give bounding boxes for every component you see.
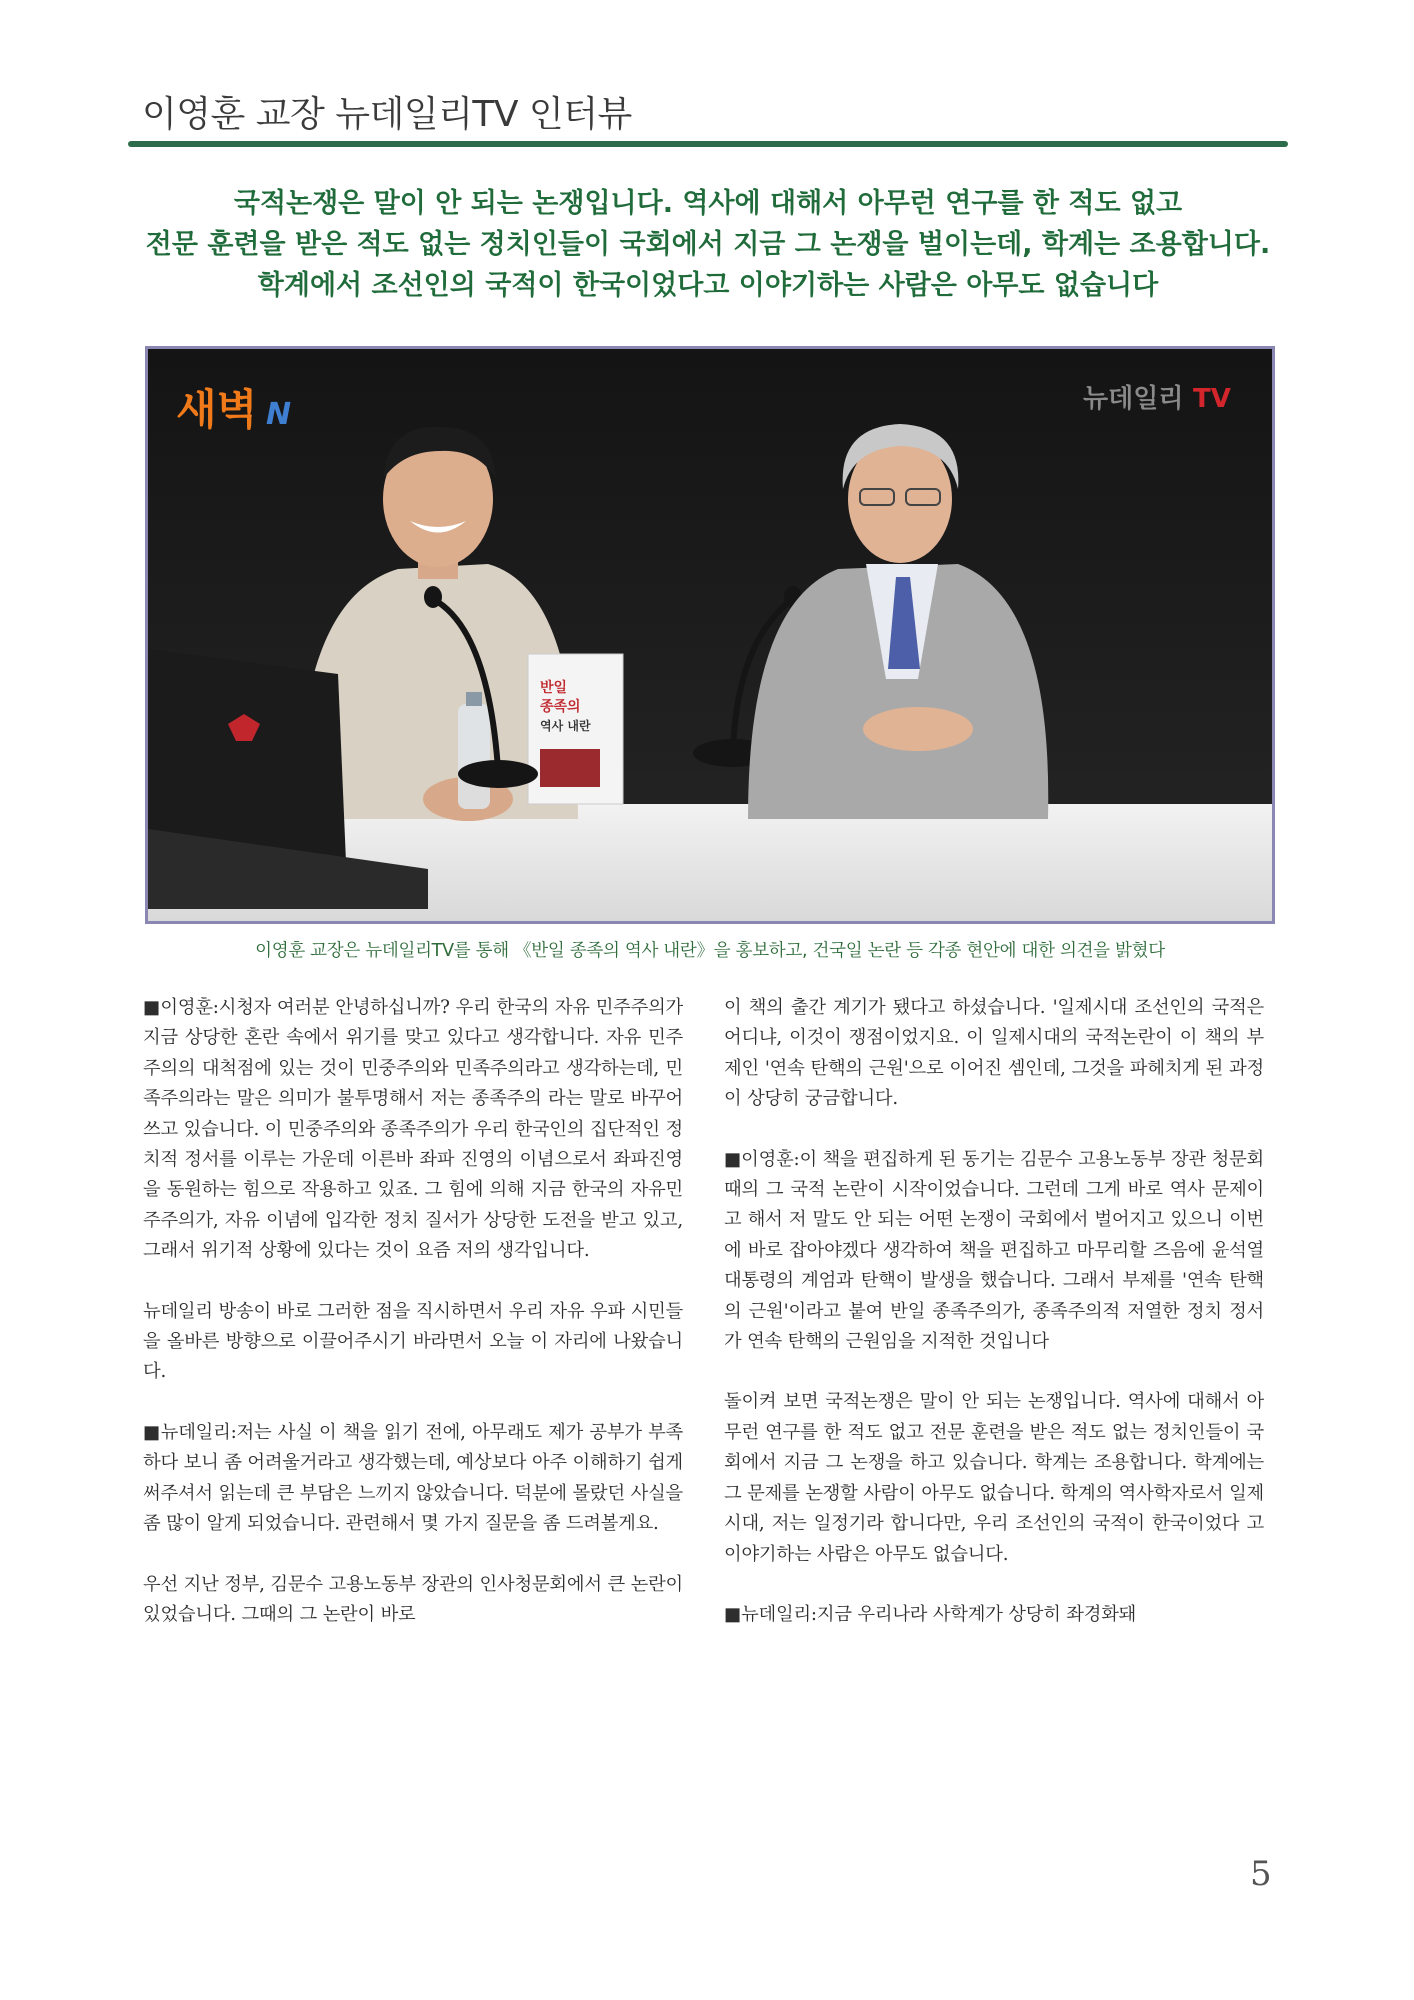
paragraph: 우선 지난 정부, 김문수 고용노동부 장관의 인사청문회에서 큰 논란이 있었습니다. 그때의 그 논란이 바로 [143, 1573, 683, 1625]
headline-line-1: 국적논쟁은 말이 안 되는 논쟁입니다. 역사에 대해서 아무런 연구를 한 적도 없고 [233, 188, 1183, 219]
newdaily-tv-logo [1083, 383, 1231, 414]
paragraph: 돌이켜 보면 국적논쟁은 말이 안 되는 논쟁입니다. 역사에 대해서 아무런 연구를 한 적도 없고 전문 훈련을 받은 적도 없는 정치인들이 국회에서 지금 그 논쟁을 하고 있습니다. 학계는 조용합니다. 학계에는 그 문제를 논쟁할 사람이 아무도 없습니다. 학계의 역사학자로서 일제 시대, 저는 일정기라 합니다만, 우리 조선인의 국적이 한국이었다 고 이야기하는 사람은 아무도 없습니다. [724, 1391, 1264, 1565]
headline-line-2: 전문 훈련을 받은 적도 없는 정치인들이 국회에서 지금 그 논쟁을 벌이는데, 학계는 조용합니다. [145, 229, 1271, 260]
headline-line-3: 학계에서 조선인의 국적이 한국이었다고 이야기하는 사람은 아무도 없습니다 [257, 270, 1159, 301]
water-bottle [458, 692, 490, 809]
svg-text:역사 내란: 역사 내란 [540, 719, 591, 733]
article-left-column [143, 993, 683, 1660]
svg-text:새벽: 새벽 [176, 385, 258, 434]
saebyeok-logo-n: N [266, 397, 292, 432]
header-divider [128, 141, 1288, 147]
paragraph: ■이영훈:시청자 여러분 안녕하십니까? 우리 한국의 자유 민주주의가 지금 상당한 혼란 속에서 위기를 맞고 있다고 생각합니다. 자유 민주주의의 대척점에 있는 것이 민중주의와 민족주의라고 생각하는데, 민족주의라는 말은 의미가 불투명해서 저는 종족주의 라는 말로 바꾸어 쓰고 있습니다. 이 민중주의와 종족주의가 우리 한국인의 집단적인 정치적 정서를 이루는 가운데 이른바 좌파 진영의 이념으로서 좌파진영을 동원하는 힘으로 작용하고 있죠. 그 힘에 의해 지금 한국의 자유민주주의가, 자유 이념에 입각한 정치 질서가 상당한 도전을 받고 있고, 그래서 위기적 상황에 있다는 것이 요즘 저의 생각입니다. [143, 997, 683, 1262]
page-header-title: 이영훈 교장 뉴데일리TV 인터뷰 [142, 94, 632, 135]
svg-text:종족의: 종족의 [540, 699, 581, 715]
paragraph: 뉴데일리 방송이 바로 그러한 점을 직시하면서 우리 자유 우파 시민들을 올바른 방향으로 이끌어주시기 바라면서 오늘 이 자리에 나왔습니다. [143, 1300, 683, 1383]
interview-photo-illustration [148, 349, 1272, 921]
article-right-column [724, 993, 1264, 1660]
pull-quote-headline [128, 183, 1288, 306]
svg-text:TV: TV [1193, 384, 1231, 414]
paragraph: ■뉴데일리:저는 사실 이 책을 읽기 전에, 아무래도 제가 공부가 부족하다 보니 좀 어려울거라고 생각했는데, 예상보다 아주 이해하기 쉽게 써주셔서 읽는데 큰 부담은 느끼지 않았습니다. 덕분에 몰랐던 사실을 좀 많이 알게 되었습니다. 관련해서 몇 가지 질문을 좀 드려볼게요. [143, 1421, 683, 1535]
svg-text:뉴데일리: 뉴데일리 [1083, 384, 1184, 414]
paragraph: ■이영훈:이 책을 편집하게 된 동기는 김문수 고용노동부 장관 청문회 때의 그 국적 논란이 시작이었습니다. 그런데 그게 바로 역사 문제이고 해서 저 말도 안 되는 어떤 논쟁이 국회에서 벌어지고 있으니 이번에 바로 잡아야겠다 생각하여 책을 편집하고 마무리할 즈음에 윤석열 대통령의 계엄과 탄핵이 발생을 했습니다. 그래서 부제를 '연속 탄핵의 근원'이라고 붙여 반일 종족주의가, 종족주의적 저열한 정치 정서가 연속 탄핵의 근원임을 지적한 것입니다 [724, 1148, 1264, 1353]
paragraph: ■뉴데일리:지금 우리나라 사학계가 상당히 좌경화돼 [724, 1603, 1137, 1625]
paragraph: 이 책의 출간 계기가 됐다고 하셨습니다. '일제시대 조선인의 국적은 어디냐, 이것이 쟁점이었지요. 이 일제시대의 국적논란이 이 책의 부제인 '연속 탄핵의 근원'으로 이어진 셈인데, 그것을 파헤치게 된 과정이 상당히 궁금합니다. [724, 997, 1264, 1110]
interview-photo [145, 346, 1275, 924]
photo-caption: 이영훈 교장은 뉴데일리TV를 통해 《반일 종족의 역사 내란》을 홍보하고, 건국일 논란 등 각종 현안에 대한 의견을 밝혔다 [255, 941, 1165, 961]
page-number: 5 [1250, 1854, 1272, 1894]
book [528, 654, 623, 804]
svg-text:반일: 반일 [540, 680, 568, 696]
